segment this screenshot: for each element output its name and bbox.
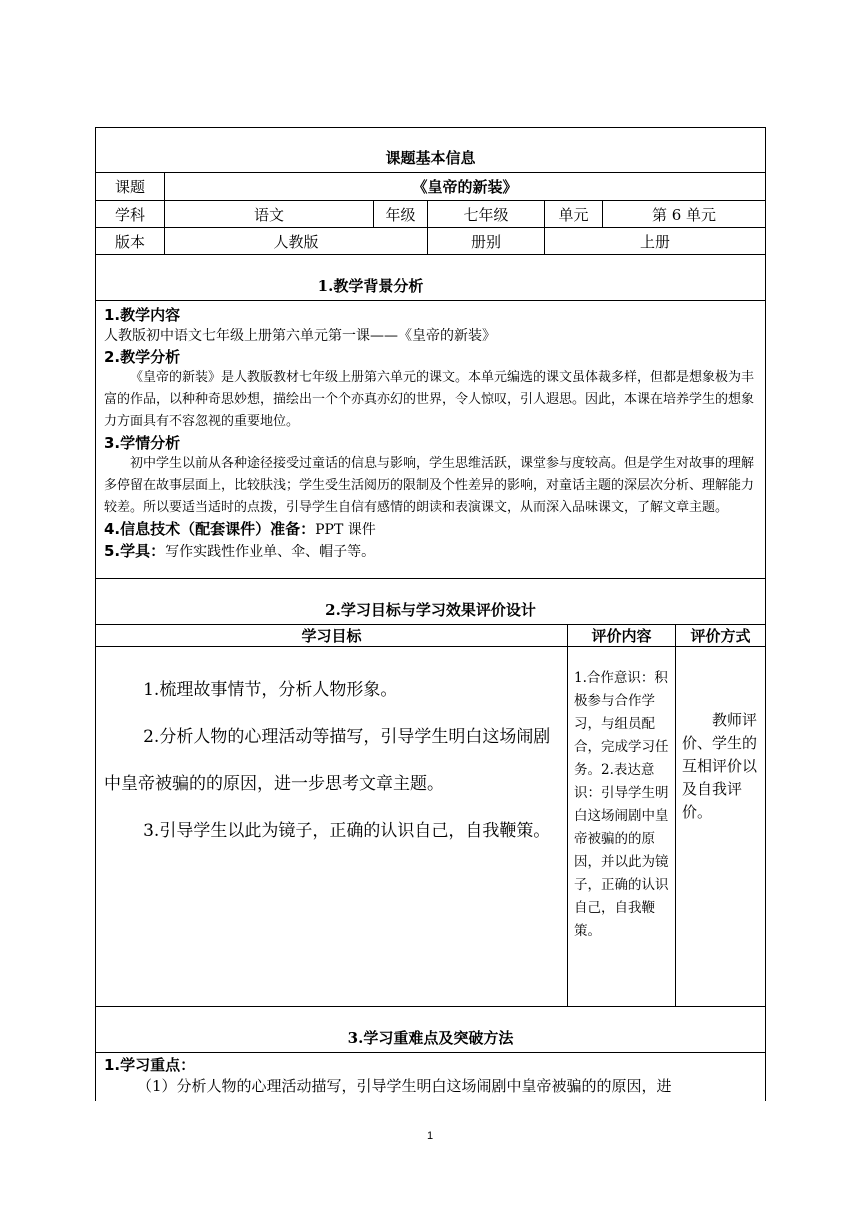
section1-body [95,301,766,579]
volume-label: 册别 [427,228,544,254]
section3-title: 3.学习重难点及突破方法 [347,1029,514,1047]
grade-label: 年级 [373,201,427,227]
section2-content-row [95,647,766,1007]
subject-label: 学科 [114,205,145,224]
topic-row [95,173,766,201]
section2-column-header-row [95,625,766,647]
eval-method-text: 教师评价、学生的互相评价以及自我评价。 [682,711,758,821]
eval-method-cell [675,647,765,1006]
eval-content-text: 1.合作意识：积极参与合作学习，与组员配合，完成学习任务。2.表达意识：引导学生明白这场闹剧中皇帝被骗的的原因，并以此为镜子，正确的认识自己，自我鞭策。 [574,670,669,939]
section2-title: 2.学习目标与学习效果评价设计 [325,601,536,619]
section3-header-row [95,1007,766,1053]
column-header-goals: 学习目标 [301,627,362,645]
edition-label: 版本 [114,232,145,251]
goal-2: 2.分析人物的心理活动等描写，引导学生明白这场闹剧中皇帝被骗的的原因，进一步思考文章主题。 [104,727,551,794]
teaching-analysis-heading: 2.教学分析 [104,348,181,366]
column-header-eval-method: 评价方式 [675,625,765,646]
learning-focus-text: （1）分析人物的心理活动描写，引导学生明白这场闹剧中皇帝被骗的的原因，进 [137,1077,672,1095]
tech-prep-heading: 4.信息技术（配套课件）准备： [104,520,316,538]
learner-analysis-text: 初中学生以前从各种途径接受过童话的信息与影响，学生思维活跃，课堂参与度较高。但是学生对故事的理解多停留在故事层面上，比较肤浅；学生受生活阅历的限制及个性差异的影响，对童话主题的深层次分析、理解能力较差。所以要适当适时的点拨，引导学生自信有感情的朗读和表演课文，从而深入品味课文，了解文章主题。 [104,456,755,515]
topic-value: 《皇帝的新装》 [164,173,765,200]
learner-analysis-heading: 3.学情分析 [104,434,181,452]
tech-prep-text: PPT 课件 [315,522,376,538]
goal-1: 1.梳理故事情节，分析人物形象。 [143,680,398,700]
section2-header-row [95,579,766,625]
teaching-content-heading: 1.教学内容 [104,306,181,324]
unit-label: 单元 [544,201,602,227]
teaching-analysis-text: 《皇帝的新装》是人教版教材七年级上册第六单元的课文。本单元编选的课文虽体裁多样，但都是想象极为丰富的作品，以种种奇思妙想，描绘出一个个亦真亦幻的世界，令人惊叹，引人遐思。因此，本课在培养学生的想象力方面具有不容忽视的重要地位。 [104,370,755,429]
edition-value: 人教版 [164,228,427,254]
subject-row [95,201,766,228]
eval-content-cell [567,647,675,1006]
tools-heading: 5.学具： [104,542,166,560]
column-header-eval-content: 评价内容 [567,625,675,646]
subject-value: 语文 [164,201,373,227]
section3-body [95,1053,766,1101]
grade-value: 七年级 [427,201,544,227]
topic-label: 课题 [114,178,145,196]
page-number: 1 [426,1130,434,1142]
teaching-content-text: 人教版初中语文七年级上册第六单元第一课——《皇帝的新装》 [104,328,496,344]
unit-value: 第 6 单元 [602,201,765,227]
section1-header-row [95,255,766,301]
edition-row [95,228,766,255]
goal-3: 3.引导学生以此为镜子，正确的认识自己，自我鞭策。 [143,821,551,841]
basic-info-title: 课题基本信息 [385,149,476,167]
volume-value: 上册 [544,228,765,254]
lesson-plan-document [95,127,766,1101]
basic-info-header-row [95,127,766,173]
tools-text: 写作实践性作业单、伞、帽子等。 [165,544,376,560]
learning-goals-cell [96,647,567,1006]
learning-focus-heading: 1.学习重点： [104,1056,196,1074]
section1-title: 1.教学背景分析 [317,277,424,295]
